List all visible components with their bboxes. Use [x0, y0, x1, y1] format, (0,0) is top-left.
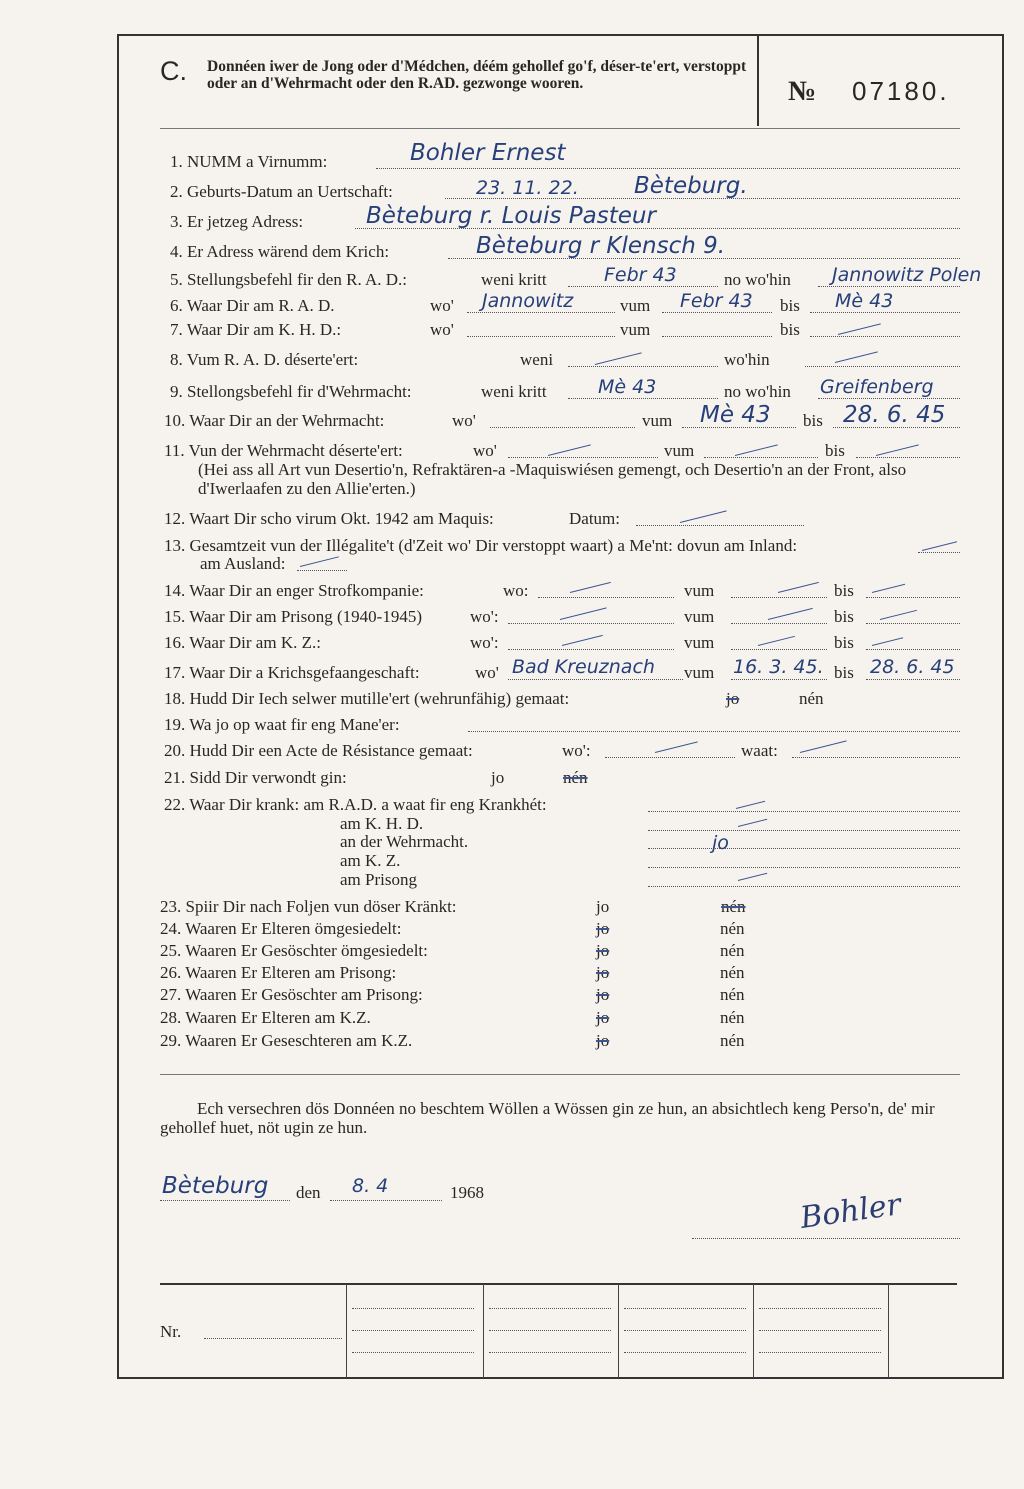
row-9: 9. Stellongsbefehl fir d'Wehrmacht:	[170, 382, 412, 401]
row-7: 7. Waar Dir am K. H. D.:	[170, 320, 342, 339]
sign-date: 8. 4	[352, 1175, 389, 1197]
row-2: 2. Geburts-Datum an Uertschaft:	[170, 182, 393, 201]
row-28: 28. Waaren Er Elteren am K.Z.	[160, 1008, 371, 1027]
row-1: 1. NUMM a Virnumm:	[170, 152, 328, 171]
war-address-value: Bèteburg r Klensch 9.	[476, 233, 726, 259]
birth-date-value: 23. 11. 22.	[476, 177, 579, 199]
footer-nr-label: Nr.	[160, 1322, 182, 1341]
row-12: 12. Waart Dir scho virum Okt. 1942 am Maquis:	[164, 509, 494, 528]
form-sheet: C. Donnéen iwer de Jong oder d'Médchen, déém gehollef go'f, déser-te'ert, verstoppt oder an d'Wehrmacht oder den R.AD. gezwonge wooren. № 07180. 1. NUMM a Virnumm: Bohler Ernest 2. Geburts-Datum an Uertschaft: 23. 11. 22. Bèteburg. 3. Er jetzeg Adress: Bèteburg r. Louis Pasteur 4. Er Adress wärend dem Krich: Bèteburg r Klensch 9. 5. Stellungsbefehl fir den R. A. D.: weni kritt Febr 43 no wo'hin Jannowitz Polen 6. Waar Dir am R. A. D. wo' Jannowitz vum Febr 43 bis Mè 43 7. Waar Dir am K. H. D.: wo' vum bis 8. Vum R. A. D. déserte'ert: weni wo'hin 9. Stellongsbefehl fir d'Wehrmacht: weni kritt Mè 43 no wo'hin Greifenberg 10. Waar Dir an der Wehrmacht: wo' vum Mè 43 bis 28. 6. 45 11. Vun der Wehrmacht déserte'ert: wo' vum bis (Hei ass all Art vun Desertio'n, Refraktären-a -Maquiswiésen gemengt, och Desertio'n an der Front, also d'Iwerlaafen zu den Allie'erten.) 12. Waart Dir scho virum Okt. 1942 am Maquis: Datum: 13. Gesamtzeit vun der Illégalite't (d'Zeit wo' Dir verstoppt waart) a Me'nt: dovun am Inland: am Ausland: 14. Waar Dir an enger Strofkompanie: wo: vum bis 15. Waar Dir am Prisong (1940-1945) wo': vum bis 16. Waar Dir am K. Z.: wo': vum bis 17. Waar Dir a Krichsgefaangeschaft: wo' Bad Kreuznach vum 16. 3. 45. bis 28. 6. 45 18. Hudd Dir Iech selwer mutille'ert (wehrunfähig) gemaat: jo nén 19. Wa jo op waat fir eng Mane'er: 20. Hudd Dir een Acte de Résistance gemaat: wo': waat: 21. Sidd Dir verwondt gin: jo nén 22. Waar Dir krank: am R.A.D. a waat fir eng Krankhét: am K. H. D. an der Wehrmacht. jo am K. Z. am Prisong 23. Spiir Dir nach Foljen vun döser Kränkt: jo nén 24. Waaren Er Elteren ömgesiedelt: jo nén 25. Waaren Er Gesöschter ömgesiedelt: jo nén 26. Waaren Er Elteren am Prisong: jo nén 27. Waaren Er Gesöschter am Prisong: jo nén 28. Waaren Er Elteren am K.Z. jo nén 29. Waaren Er Geseschteren am K.Z. jo nén Ech versechren dös Donnéen no beschtem Wöllen a Wössen gin ze hun, an absichtlech keng Perso'n, de' mir gehollef huet, nöt ugin ze hun. Bèteburg den 8. 4 1968 Bohler Nr.	[0, 0, 1024, 1489]
declaration-rule	[160, 1074, 960, 1075]
row-21: 21. Sidd Dir verwondt gin:	[164, 768, 347, 787]
sign-place: Bèteburg	[162, 1173, 269, 1199]
row-27: 27. Waaren Er Gesöschter am Prisong:	[160, 985, 423, 1004]
row-25: 25. Waaren Er Gesöschter ömgesiedelt:	[160, 941, 428, 960]
header-rule	[160, 128, 960, 129]
row-17: 17. Waar Dir a Krichsgefaangeschaft:	[164, 663, 420, 682]
row-29: 29. Waaren Er Geseschteren am K.Z.	[160, 1031, 413, 1050]
row-26: 26. Waaren Er Elteren am Prisong:	[160, 963, 397, 982]
row-20: 20. Hudd Dir een Acte de Résistance gemaat:	[164, 741, 473, 760]
row-22: 22. Waar Dir krank: am R.A.D. a waat fir eng Krankhét:	[164, 795, 547, 814]
section-letter: C.	[160, 56, 187, 86]
row-3: 3. Er jetzeg Adress:	[170, 212, 304, 231]
row-23: 23. Spiir Dir nach Foljen vun döser Kränkt:	[160, 897, 457, 916]
header-divider	[757, 36, 759, 126]
current-address-value: Bèteburg r. Louis Pasteur	[366, 203, 656, 229]
row-13: 13. Gesamtzeit vun der Illégalite't (d'Zeit wo' Dir verstoppt waart) a Me'nt: dovun am Inland:	[164, 536, 798, 555]
row-16: 16. Waar Dir am K. Z.:	[164, 633, 321, 652]
row-6: 6. Waar Dir am R. A. D.	[170, 296, 335, 315]
sign-year: 1968	[450, 1183, 484, 1202]
row-8: 8. Vum R. A. D. déserte'ert:	[170, 350, 359, 369]
row-18: 18. Hudd Dir Iech selwer mutille'ert (wehrunfähig) gemaat:	[164, 689, 570, 708]
row-4: 4. Er Adress wärend dem Krich:	[170, 242, 390, 261]
row-10: 10. Waar Dir an der Wehrmacht:	[164, 411, 385, 430]
row-14: 14. Waar Dir an enger Strofkompanie:	[164, 581, 424, 600]
row-24: 24. Waaren Er Elteren ömgesiedelt:	[160, 919, 402, 938]
row-5: 5. Stellungsbefehl fir den R. A. D.:	[170, 270, 408, 289]
name-value: Bohler Ernest	[410, 140, 566, 166]
number-sign: №	[788, 76, 817, 107]
row-19: 19. Wa jo op waat fir eng Mane'er:	[164, 715, 400, 734]
birth-place-value: Bèteburg.	[634, 173, 748, 199]
form-title: Donnéen iwer de Jong oder d'Médchen, déém gehollef go'f, déser-te'ert, verstoppt oder an d'Wehrmacht oder den R.AD. gezwonge wooren.	[207, 58, 747, 92]
form-number: 07180.	[852, 76, 950, 106]
row-11: 11. Vun der Wehrmacht déserte'ert:	[164, 441, 403, 460]
footer-rule	[160, 1283, 957, 1285]
declaration-text: Ech versechren dös Donnéen no beschtem Wöllen a Wössen gin ze hun, an absichtlech keng Perso'n, de' mir gehollef huet, nöt ugin ze hun.	[160, 1099, 935, 1137]
row-15: 15. Waar Dir am Prisong (1940-1945)	[164, 607, 423, 626]
signature: Bohler	[798, 1187, 904, 1236]
desertion-note: (Hei ass all Art vun Desertio'n, Refraktären-a -Maquiswiésen gemengt, och Desertio'n an der Front, also d'Iwerlaafen zu den Allie'erten.)	[198, 460, 907, 498]
